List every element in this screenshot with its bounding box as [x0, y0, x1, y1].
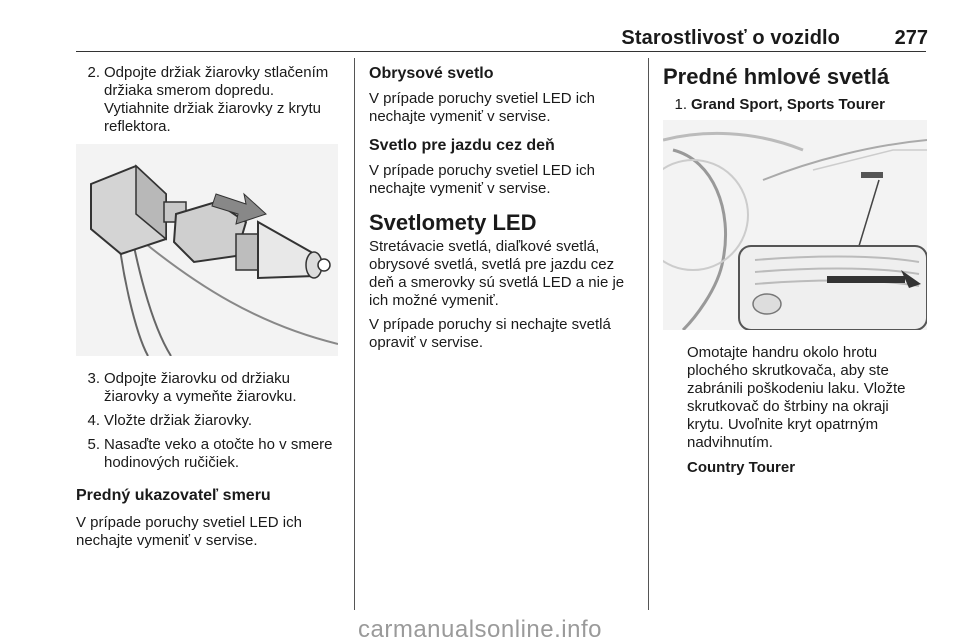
step-5 [76, 436, 342, 472]
step-text: Vložte držiak žiarovky. [104, 412, 253, 429]
fog-light-illustration [663, 120, 927, 330]
step-text: Odpojte držiak žiarovky stlačením držiaka smerom dopredu. Vytiahnite držiak žiarovky z krytu reflektora. [104, 64, 329, 135]
step-number: 5. [87, 436, 100, 453]
step-number: 4. [87, 412, 100, 429]
watermark: carmanualsonline.info [358, 616, 602, 643]
step-text: Nasaďte veko a otočte ho v smere hodinových ručičiek. [104, 436, 333, 471]
step-1 [663, 96, 929, 114]
section-heading: Svetlo pre jazdu cez deň [369, 137, 555, 154]
section-heading: Predný ukazovateľ smeru [76, 487, 271, 504]
section-heading: Obrysové svetlo [369, 65, 494, 82]
section-title: Svetlomety LED [369, 210, 537, 235]
page-number: 277 [894, 27, 928, 49]
bulb-holder-drawing [76, 144, 338, 356]
section-paragraph: V prípade poruchy si nechajte svetlá opraviť v servise. [369, 316, 611, 351]
header-title: Starostlivosť o vozidlo [621, 27, 840, 49]
step-text: Grand Sport, Sports Tourer [691, 96, 885, 113]
fog-light-drawing [663, 120, 927, 330]
bulb-holder-illustration [76, 144, 338, 356]
section-paragraph: V prípade poruchy svetiel LED ich nechajte vymeniť v servise. [76, 514, 302, 549]
column-divider-2 [648, 58, 649, 610]
section-paragraph: V prípade poruchy svetiel LED ich nechajte vymeniť v servise. [369, 90, 595, 125]
header-rule [76, 51, 926, 52]
instruction-paragraph: Omotajte handru okolo hrotu plochého skrutkovača, aby ste zabránili poškodeniu laku. Vložte skrutkovač do štrbiny na okraji krytu. Uvoľnite kryt opatrným nadvihnutím. [687, 344, 906, 451]
step-3 [76, 370, 342, 406]
column-2 [369, 64, 635, 352]
step-number: 1. [674, 96, 687, 113]
column-divider-1 [354, 58, 355, 610]
step-number: 2. [87, 64, 100, 81]
section-paragraph: Stretávacie svetlá, diaľkové svetlá, obrysové svetlá, svetlá pre jazdu cez deň a smerovky sú svetlá LED a nie je ich možné vymeniť. [369, 238, 625, 309]
step-text: Odpojte žiarovku od držiaku žiarovky a vymeňte žiarovku. [104, 370, 297, 405]
column-1 [76, 64, 342, 550]
column-3 [663, 64, 929, 478]
step-number: 3. [87, 370, 100, 387]
step-2 [76, 64, 342, 136]
section-title: Predné hmlové svetlá [663, 64, 890, 89]
step-4 [76, 412, 342, 430]
variant-label: Country Tourer [687, 459, 796, 476]
section-paragraph: V prípade poruchy svetiel LED ich nechajte vymeniť v servise. [369, 162, 595, 197]
